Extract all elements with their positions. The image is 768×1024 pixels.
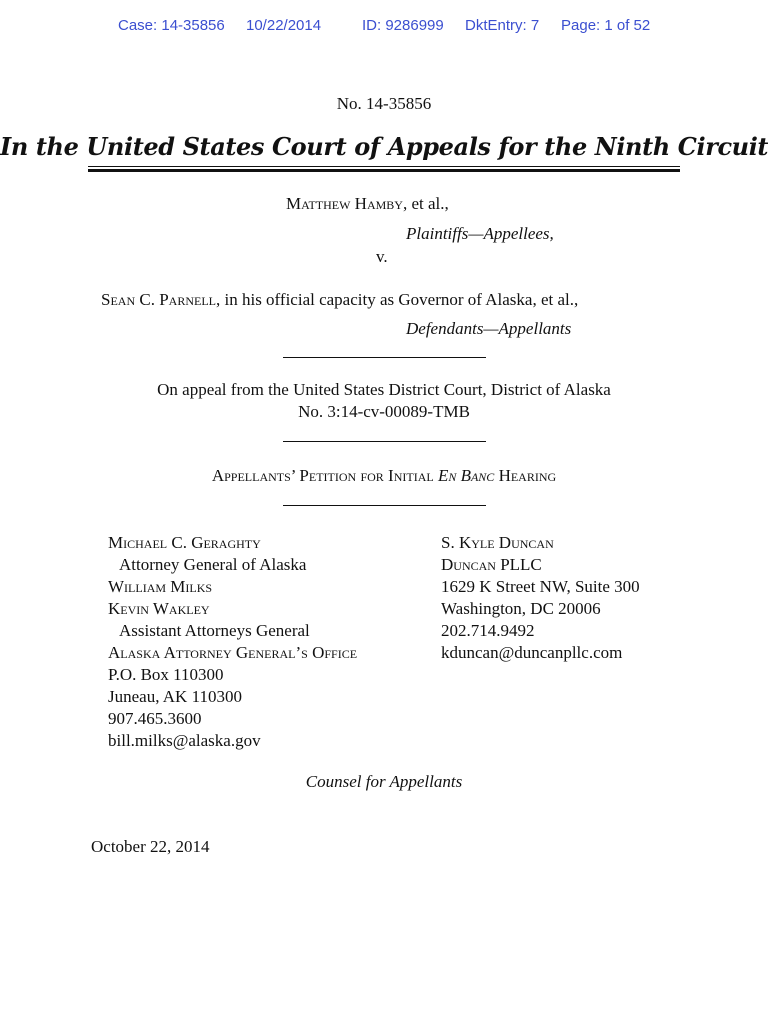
plaintiff-name: Matthew Hamby — [286, 194, 403, 213]
counsel-for: Counsel for Appellants — [305, 772, 463, 791]
docket-case: Case: 14-35856 — [118, 17, 225, 34]
counsel-phone: 907.465.3600 — [108, 709, 202, 728]
separator-rule — [283, 357, 486, 358]
court-name: In the United States Court of Appeals for the Ninth Circuit — [0, 132, 768, 161]
counsel-title: Attorney General of Alaska — [119, 555, 307, 574]
counsel-phone: 202.714.9492 — [441, 621, 535, 640]
separator-rule — [283, 441, 486, 442]
counsel-email: bill.milks@alaska.gov — [108, 731, 261, 750]
case-number: No. 14-35856 — [336, 94, 432, 113]
filing-date: October 22, 2014 — [91, 837, 210, 856]
counsel-right — [441, 532, 640, 664]
plaintiff-role: Plaintiffs—Appellees, — [406, 224, 554, 243]
docket-date: 10/22/2014 — [246, 17, 322, 34]
counsel-name: William Milks — [108, 577, 213, 596]
defendant-line — [101, 290, 578, 310]
counsel-address: 1629 K Street NW, Suite 300 — [441, 577, 640, 596]
separator-rule — [283, 505, 486, 506]
plaintiff-suffix: , et al., — [402, 194, 449, 213]
counsel-name: S. Kyle Duncan — [441, 533, 554, 552]
counsel-email: kduncan@duncanpllc.com — [441, 643, 623, 662]
defendant-suffix: , in his official capacity as Governor of Alaska, et al., — [216, 290, 579, 309]
court-rule-thick — [88, 169, 680, 172]
versus: v. — [376, 247, 388, 266]
counsel-office: Alaska Attorney General’s Office — [108, 643, 358, 662]
counsel-address: Juneau, AK 110300 — [108, 687, 242, 706]
appeal-line-2: No. 3:14-cv-00089-TMB — [298, 402, 470, 421]
docket-header — [0, 17, 768, 37]
docket-page: Page: 1 of 52 — [561, 17, 651, 34]
counsel-left — [108, 532, 357, 752]
petition-title-part2: Hearing — [494, 466, 557, 485]
defendant-name: Sean C. Parnell — [101, 290, 216, 309]
counsel-firm: Duncan PLLC — [441, 555, 542, 574]
court-rule-thin — [88, 166, 680, 167]
docket-id: ID: 9286999 — [362, 17, 444, 34]
docket-entry: DktEntry: 7 — [465, 17, 540, 34]
petition-title-italic: En Banc — [437, 466, 495, 485]
counsel-address: Washington, DC 20006 — [441, 599, 601, 618]
appeal-line-1: On appeal from the United States District Court, District of Alaska — [157, 380, 611, 399]
plaintiff-line — [286, 194, 449, 214]
petition-title — [0, 466, 768, 486]
counsel-title: Assistant Attorneys General — [119, 621, 310, 640]
defendant-role: Defendants—Appellants — [406, 319, 572, 338]
counsel-name: Michael C. Geraghty — [108, 533, 261, 552]
counsel-address: P.O. Box 110300 — [108, 665, 224, 684]
counsel-name: Kevin Wakley — [108, 599, 210, 618]
petition-title-part1: Appellants’ Petition for Initial — [211, 466, 438, 485]
